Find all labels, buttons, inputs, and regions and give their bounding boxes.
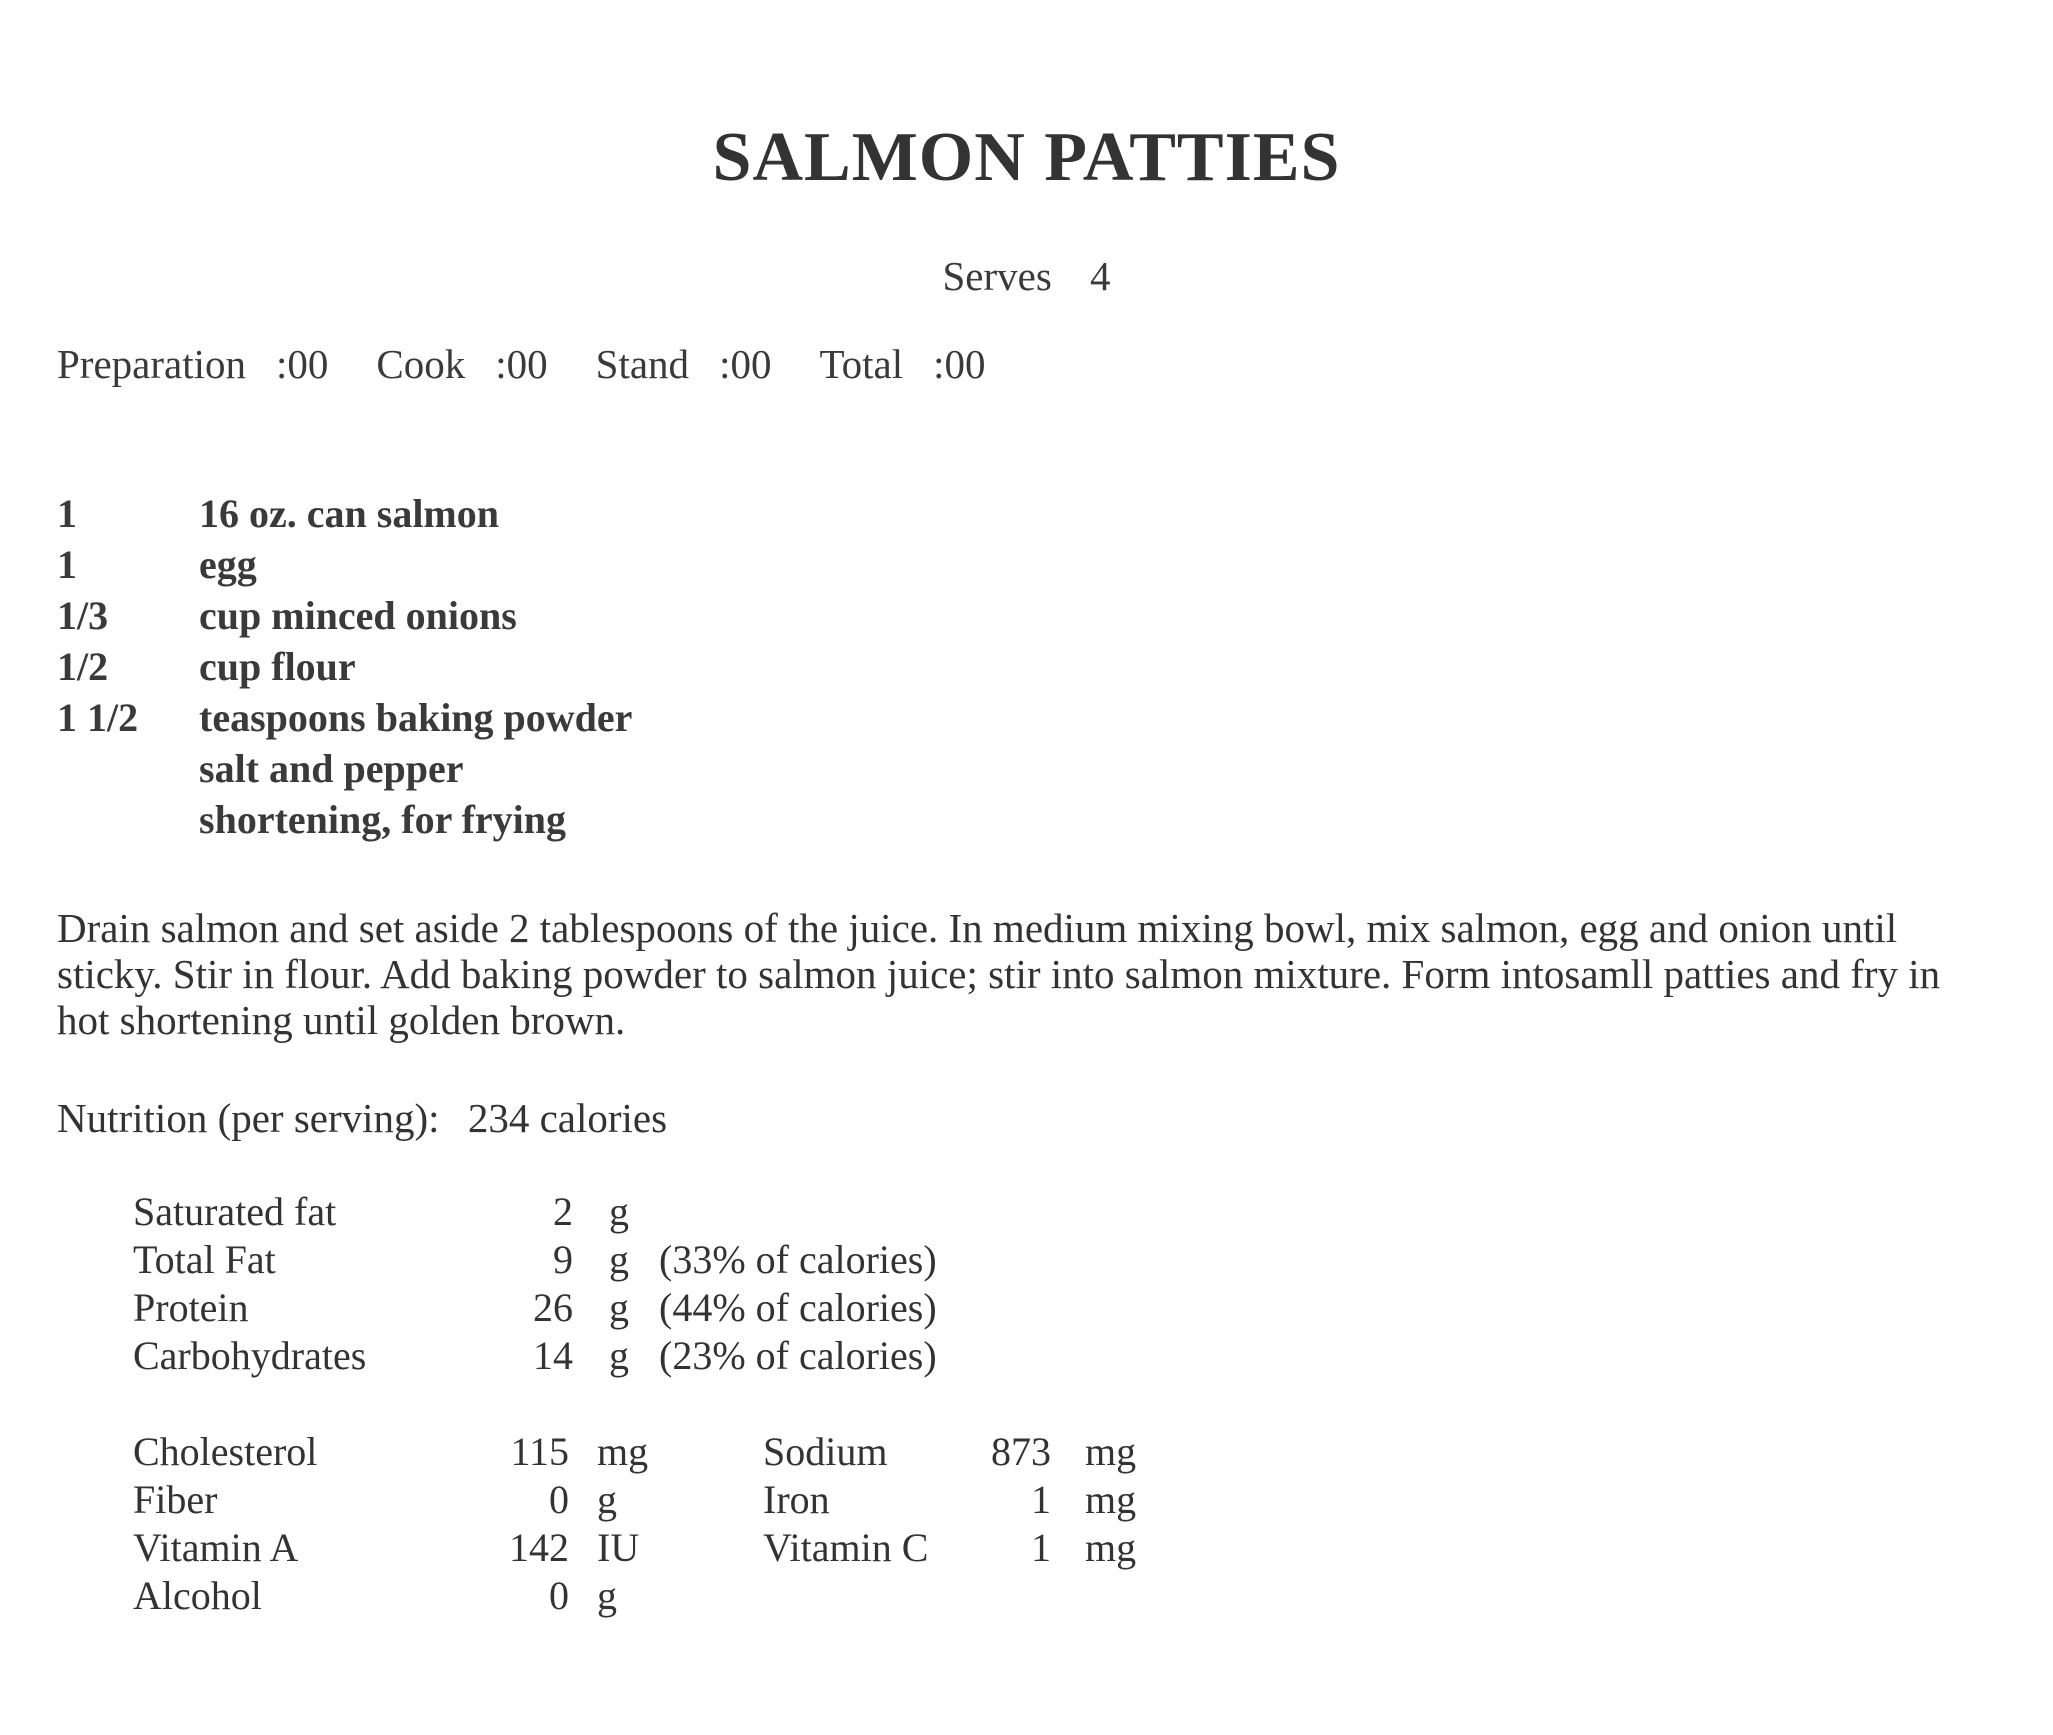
ingredient-qty: 1/2 [57, 644, 109, 689]
total-label: Total [819, 341, 904, 387]
nutrient-unit: mg [1085, 1477, 1137, 1522]
ingredient-item: cup flour [199, 644, 356, 689]
recipe-title: SALMON PATTIES [712, 119, 1341, 196]
ingredient-qty: 1 1/2 [57, 695, 139, 740]
macro-amount: 9 [553, 1237, 573, 1282]
ingredient-row [57, 541, 632, 592]
macro-name: Total Fat [133, 1237, 276, 1282]
nutrient-name: Cholesterol [133, 1429, 318, 1474]
nutrient-name: Sodium [763, 1429, 888, 1474]
macro-unit: g [609, 1333, 629, 1378]
macro-name: Protein [133, 1285, 249, 1330]
macro-name: Carbohydrates [133, 1333, 367, 1378]
nutrient-unit: mg [597, 1429, 649, 1474]
ingredient-row [57, 643, 632, 694]
ingredient-item: teaspoons baking powder [199, 695, 633, 740]
nutrition-label: Nutrition (per serving): [57, 1095, 440, 1141]
nutrient-amount: 1 [1031, 1525, 1051, 1570]
nutrient-name: Fiber [133, 1477, 218, 1522]
prep-value: :00 [275, 341, 329, 387]
ingredient-row [57, 694, 632, 745]
directions-paragraph: Drain salmon and set aside 2 tablespoons of the juice. In medium mixing bowl, mix salmon, egg and onion until sticky. Stir in flour. Add baking powder to salmon juice; stir into salmon mixture. Form intosamll patties and fry in hot shortening until golden brown. [57, 905, 1941, 1043]
nutrient-amount: 0 [549, 1477, 569, 1522]
ingredient-row [57, 796, 632, 847]
macro-name: Saturated fat [133, 1189, 337, 1234]
macro-amount: 14 [533, 1333, 573, 1378]
nutrient-name: Vitamin A [133, 1525, 299, 1570]
ingredient-item: shortening, for frying [199, 797, 567, 842]
nutrient-name: Vitamin C [763, 1525, 929, 1570]
nutrient-amount: 1 [1031, 1477, 1051, 1522]
ingredient-item: salt and pepper [199, 746, 464, 791]
serves-label: Serves [942, 253, 1052, 299]
nutrient-row [133, 1476, 1155, 1524]
macro-percent: (33% of calories) [659, 1237, 937, 1282]
nutrient-row [133, 1524, 1155, 1572]
ingredient-item: 16 oz. can salmon [199, 491, 499, 536]
nutrient-unit: g [597, 1573, 617, 1618]
nutrient-amount: 0 [549, 1573, 569, 1618]
ingredient-row [57, 490, 632, 541]
macro-row [133, 1188, 937, 1236]
nutrient-amount: 142 [509, 1525, 569, 1570]
macros-table [133, 1188, 937, 1380]
nutrient-row [133, 1572, 1155, 1620]
time-line [57, 340, 1034, 388]
ingredient-qty: 1/3 [57, 593, 109, 638]
ingredient-item: cup minced onions [199, 593, 517, 638]
macro-percent: (23% of calories) [659, 1333, 937, 1378]
macro-percent: (44% of calories) [659, 1285, 937, 1330]
calories-value: 234 calories [467, 1095, 668, 1141]
macro-amount: 2 [553, 1189, 573, 1234]
ingredient-qty: 1 [57, 542, 77, 587]
nutrient-details-table [133, 1428, 1155, 1620]
ingredient-row [57, 745, 632, 796]
prep-label: Preparation [57, 341, 246, 387]
ingredient-row [57, 592, 632, 643]
macro-unit: g [609, 1285, 629, 1330]
nutrient-unit: mg [1085, 1525, 1137, 1570]
macro-unit: g [609, 1189, 629, 1234]
nutrient-name: Alcohol [133, 1573, 262, 1618]
macro-row [133, 1236, 937, 1284]
cook-value: :00 [495, 341, 548, 387]
macro-row [133, 1332, 937, 1380]
serves-line [0, 252, 2053, 300]
stand-label: Stand [595, 341, 690, 387]
ingredient-qty: 1 [57, 491, 77, 536]
nutrition-header [57, 1094, 667, 1142]
nutrient-amount: 873 [991, 1429, 1051, 1474]
total-value: :00 [933, 341, 986, 387]
macro-row [133, 1284, 937, 1332]
nutrient-amount: 115 [510, 1429, 569, 1474]
ingredient-list [57, 490, 632, 847]
serves-value: 4 [1090, 253, 1111, 299]
nutrient-unit: IU [597, 1525, 640, 1570]
nutrient-row [133, 1428, 1155, 1476]
nutrient-name: Iron [763, 1477, 830, 1522]
nutrient-unit: g [597, 1477, 617, 1522]
macro-amount: 26 [533, 1285, 573, 1330]
ingredient-item: egg [199, 542, 257, 587]
stand-value: :00 [719, 341, 772, 387]
cook-label: Cook [376, 341, 466, 387]
nutrient-unit: mg [1085, 1429, 1137, 1474]
macro-unit: g [609, 1237, 629, 1282]
